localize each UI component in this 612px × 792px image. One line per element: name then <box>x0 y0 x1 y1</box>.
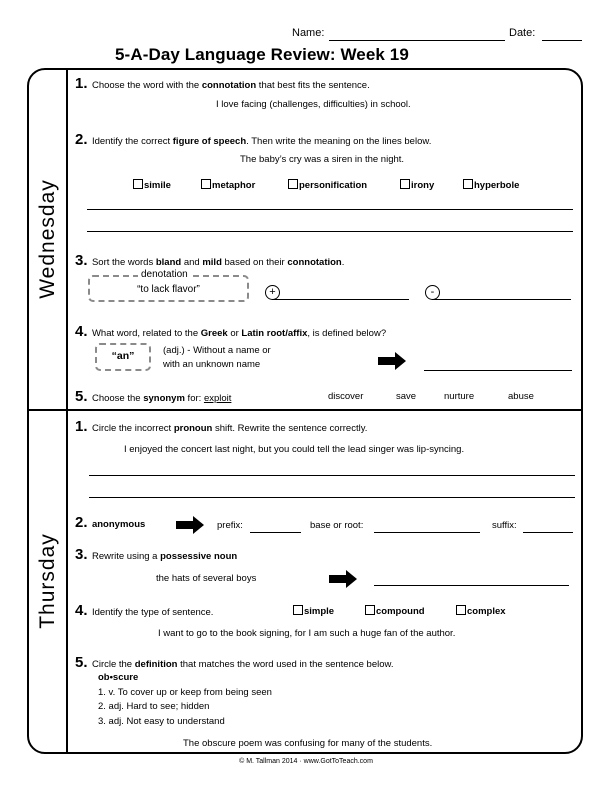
option-compound[interactable]: compound <box>365 605 425 617</box>
question-text: Sort the words bland and mild based on their connotation. <box>91 257 345 268</box>
checkbox[interactable] <box>365 605 375 615</box>
answer-line[interactable] <box>89 475 575 476</box>
question-number: 4. <box>75 602 88 619</box>
arrow-right-icon <box>378 352 408 370</box>
thu-q3 <box>75 546 237 564</box>
question-number: 2. <box>75 514 88 531</box>
wed-q1-sentence[interactable]: I love facing (challenges, difficulties) in school. <box>216 99 411 110</box>
question-text: What word, related to the Greek or Latin root/affix, is defined below? <box>91 328 387 339</box>
day-label-thursday: Thursday <box>36 533 59 629</box>
worksheet-frame <box>27 68 583 754</box>
positive-answer-line[interactable] <box>272 299 409 300</box>
wed-q4 <box>75 323 386 341</box>
suffix-answer-line[interactable] <box>523 532 573 533</box>
minus-icon: - <box>425 285 440 300</box>
definition-line-1: (adj.) - Without a name or <box>163 345 271 356</box>
footer-copyright: © M. Tallman 2014 · www.GotToTeach.com <box>239 758 373 765</box>
option-irony[interactable]: irony <box>400 179 434 191</box>
question-number: 3. <box>75 252 88 269</box>
question-number: 4. <box>75 323 88 340</box>
page-title: 5-A-Day Language Review: Week 19 <box>115 45 409 64</box>
answer-line[interactable] <box>424 370 572 371</box>
choice-save[interactable]: save <box>396 391 417 402</box>
checkbox[interactable] <box>288 179 298 189</box>
question-number: 2. <box>75 131 88 148</box>
definition-1[interactable]: 1. v. To cover up or keep from being seen <box>98 687 272 698</box>
answer-line[interactable] <box>374 585 569 586</box>
thu-q1 <box>75 418 367 436</box>
wed-q5 <box>75 388 231 406</box>
phrase: the hats of several boys <box>156 573 257 584</box>
checkbox[interactable] <box>456 605 466 615</box>
word: anonymous <box>91 519 146 530</box>
question-text: Circle the definition that matches the word used in the sentence below. <box>91 659 394 670</box>
question-text: Choose the synonym for: exploit <box>91 393 232 404</box>
question-number: 1. <box>75 75 88 92</box>
option-complex[interactable]: complex <box>456 605 506 617</box>
question-number: 5. <box>75 654 88 671</box>
question-text: Choose the word with the connotation that best fits the sentence. <box>91 80 370 91</box>
day-column-divider <box>66 68 68 754</box>
checkbox[interactable] <box>201 179 211 189</box>
checkbox[interactable] <box>463 179 473 189</box>
choice-abuse[interactable]: abuse <box>508 391 534 402</box>
definition-line-2: with an unknown name <box>163 359 261 370</box>
question-text: Circle the incorrect pronoun shift. Rewrite the sentence correctly. <box>91 423 368 434</box>
question-number: 5. <box>75 388 88 405</box>
wed-q2-sentence: The baby’s cry was a siren in the night. <box>240 154 405 165</box>
checkbox[interactable] <box>133 179 143 189</box>
option-personification[interactable]: personification <box>288 179 367 191</box>
option-metaphor[interactable]: metaphor <box>201 179 255 191</box>
definition-3[interactable]: 3. adj. Not easy to understand <box>98 716 225 727</box>
wed-q3 <box>75 252 344 270</box>
question-number: 1. <box>75 418 88 435</box>
wed-q2 <box>75 131 431 149</box>
prefix-answer-line[interactable] <box>250 532 301 533</box>
date-field[interactable] <box>542 28 582 41</box>
definition-2[interactable]: 2. adj. Hard to see; hidden <box>98 701 210 712</box>
option-hyperbole[interactable]: hyperbole <box>463 179 519 191</box>
thu-q5 <box>75 654 393 672</box>
thu-q4 <box>75 602 213 620</box>
date-label: Date: <box>509 27 536 39</box>
name-field[interactable] <box>329 28 505 41</box>
arrow-right-icon <box>329 570 359 588</box>
day-label-wednesday: Wednesday <box>36 179 59 299</box>
question-text: Identify the correct figure of speech. Then write the meaning on the lines below. <box>91 136 432 147</box>
question-text: Identify the type of sentence. <box>91 607 214 618</box>
question-number: 3. <box>75 546 88 563</box>
name-label: Name: <box>292 27 325 39</box>
arrow-right-icon <box>176 516 206 534</box>
thu-q5-sentence: The obscure poem was confusing for many of the students. <box>183 738 433 749</box>
root-value: “an” <box>111 350 135 362</box>
thu-q1-sentence[interactable]: I enjoyed the concert last night, but you could tell the lead singer was lip-syncing. <box>124 444 465 455</box>
answer-line[interactable] <box>87 231 573 232</box>
thu-q2 <box>75 514 145 532</box>
question-text: Rewrite using a possessive noun <box>91 551 238 562</box>
option-simile[interactable]: simile <box>133 179 171 191</box>
checkbox[interactable] <box>293 605 303 615</box>
plus-icon: + <box>265 285 280 300</box>
wed-q1 <box>75 75 370 93</box>
root-answer-line[interactable] <box>374 532 480 533</box>
negative-answer-line[interactable] <box>432 299 571 300</box>
root-label: base or root: <box>310 520 364 531</box>
checkbox[interactable] <box>400 179 410 189</box>
denotation-label: denotation <box>138 269 191 280</box>
prefix-label: prefix: <box>217 520 243 531</box>
entry-word: ob•scure <box>98 672 139 683</box>
option-simple[interactable]: simple <box>293 605 334 617</box>
thu-q4-sentence: I want to go to the book signing, for I am such a huge fan of the author. <box>158 628 456 639</box>
choice-discover[interactable]: discover <box>328 391 364 402</box>
day-section-divider <box>27 409 583 411</box>
answer-line[interactable] <box>87 209 573 210</box>
answer-line[interactable] <box>89 497 575 498</box>
denotation-value: “to lack flavor” <box>137 284 200 295</box>
suffix-label: suffix: <box>492 520 517 531</box>
choice-nurture[interactable]: nurture <box>444 391 475 402</box>
